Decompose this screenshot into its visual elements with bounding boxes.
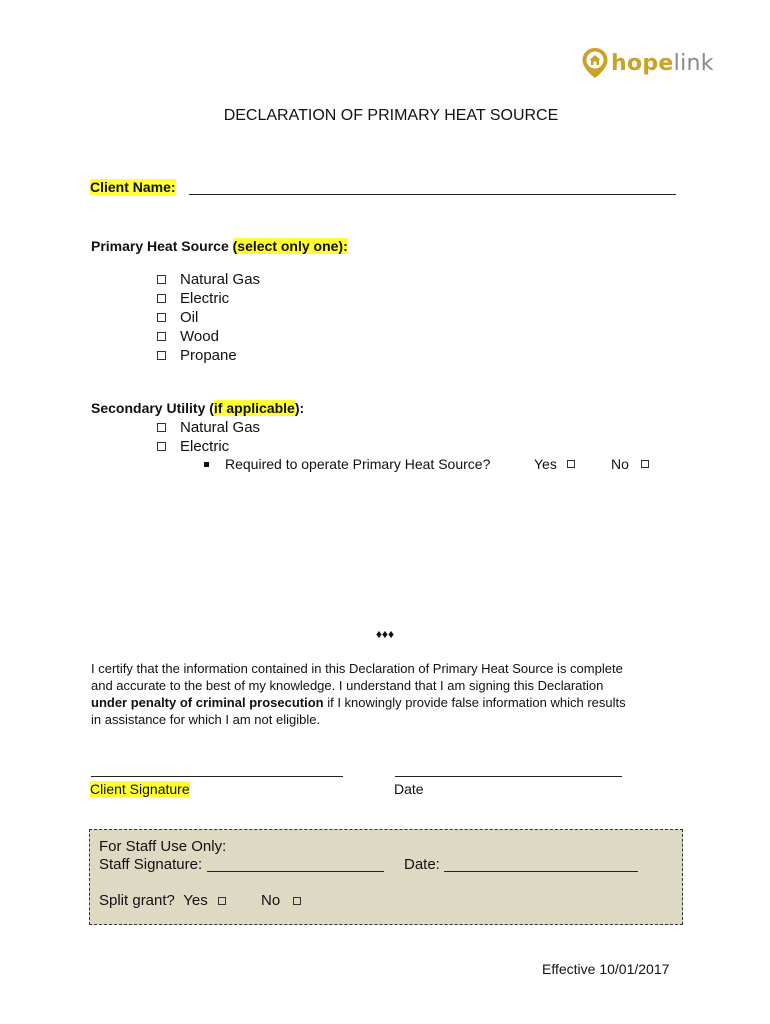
client-date-line[interactable] <box>395 776 622 777</box>
checkbox-icon[interactable] <box>157 442 166 451</box>
location-pin-house-icon <box>581 47 609 79</box>
client-date-label: Date <box>394 781 424 797</box>
primary-option-oil[interactable]: Oil <box>157 309 198 326</box>
diamond-divider: ♦♦♦ <box>375 627 395 641</box>
secondary-option-electric[interactable]: Electric <box>157 438 229 455</box>
staff-signature-label: Staff Signature: <box>99 856 203 873</box>
checkbox-icon[interactable] <box>567 460 575 468</box>
effective-date: Effective 10/01/2017 <box>542 961 670 977</box>
staff-heading: For Staff Use Only: <box>99 838 227 855</box>
document-title: DECLARATION OF PRIMARY HEAT SOURCE <box>223 107 559 124</box>
hopelink-logo <box>581 47 714 79</box>
client-signature-label: Client Signature <box>90 781 190 797</box>
checkbox-icon[interactable] <box>157 332 166 341</box>
certification-paragraph: I certify that the information contained in this Declaration of Primary Heat Source is complete and accurate to the best of my knowledge. I understand that I am signing this Declaration under penalty of criminal prosecution if I knowingly provide false information which results in assistance for which I am not eligible. <box>91 661 626 727</box>
logo-wordmark: hopelink <box>611 50 714 76</box>
primary-option-electric[interactable]: Electric <box>157 290 229 307</box>
primary-option-propane[interactable]: Propane <box>157 347 237 364</box>
primary-heat-source-label: Primary Heat Source (select only one): <box>91 238 348 254</box>
staff-date-field[interactable] <box>444 871 638 872</box>
staff-date-label: Date: <box>404 856 440 873</box>
client-signature-line[interactable] <box>91 776 343 777</box>
staff-signature-field[interactable] <box>207 871 384 872</box>
staff-use-box <box>89 829 683 925</box>
split-grant-no-checkbox[interactable] <box>293 897 301 905</box>
required-question: Required to operate Primary Heat Source? <box>204 456 490 472</box>
checkbox-icon[interactable] <box>157 423 166 432</box>
client-name-field[interactable] <box>189 194 676 195</box>
required-no-option[interactable]: No <box>611 456 649 472</box>
secondary-option-natural-gas[interactable]: Natural Gas <box>157 419 260 436</box>
split-grant-no-label: No <box>261 892 281 909</box>
checkbox-icon[interactable] <box>157 275 166 284</box>
primary-option-natural-gas[interactable]: Natural Gas <box>157 271 260 288</box>
split-grant-yes-checkbox[interactable] <box>218 897 226 905</box>
split-grant-question: Split grant? Yes <box>99 892 208 909</box>
required-yes-option[interactable]: Yes <box>534 456 575 472</box>
checkbox-icon[interactable] <box>157 313 166 322</box>
secondary-utility-label: Secondary Utility (if applicable): <box>91 400 305 416</box>
checkbox-icon[interactable] <box>157 351 166 360</box>
primary-option-wood[interactable]: Wood <box>157 328 219 345</box>
bullet-square-icon <box>204 462 209 467</box>
client-name-label: Client Name: <box>90 179 176 195</box>
checkbox-icon[interactable] <box>641 460 649 468</box>
checkbox-icon[interactable] <box>157 294 166 303</box>
